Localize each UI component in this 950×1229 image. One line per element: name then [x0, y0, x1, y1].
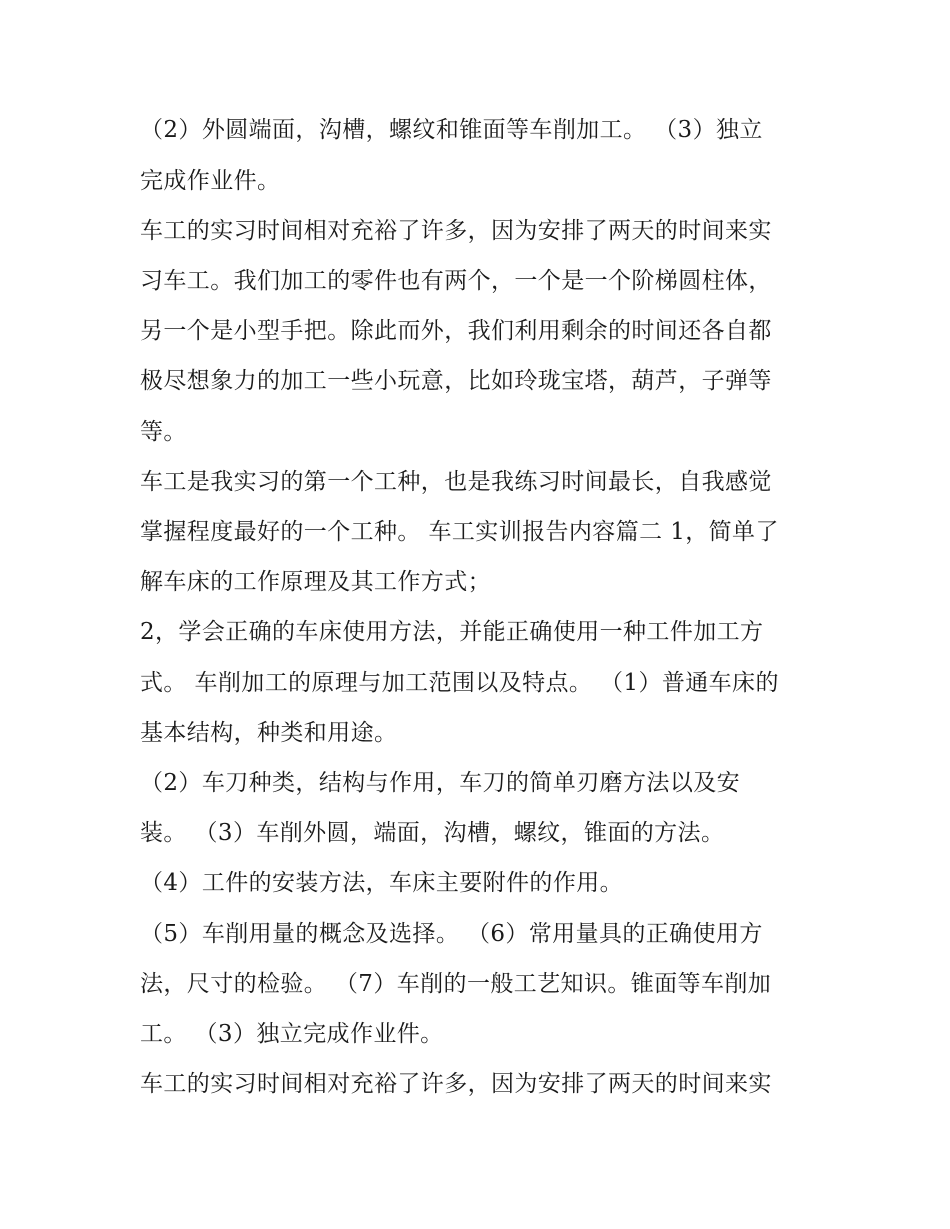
text-line: （2）车刀种类，结构与作用，车刀的简单刃磨方法以及安	[140, 770, 741, 796]
text-line: 完成作业件。	[140, 168, 281, 194]
text-line: 另一个是小型手把。除此而外，我们利用剩余的时间还各自都	[140, 318, 772, 344]
text-line: （4）工件的安装方法，车床主要附件的作用。	[140, 870, 624, 896]
text-line: 基本结构，种类和用途。	[140, 720, 398, 746]
text-line: （2）外圆端面，沟槽，螺纹和锥面等车削加工。 （3）独立	[140, 117, 763, 143]
text-line: 车工的实习时间相对充裕了许多，因为安排了两天的时间来实	[140, 218, 772, 244]
text-line: 车工是我实习的第一个工种，也是我练习时间最长，自我感觉	[140, 469, 772, 495]
text-line: 极尽想象力的加工一些小玩意，比如玲珑宝塔，葫芦，子弹等	[140, 368, 772, 394]
text-line: 解车床的工作原理及其工作方式；	[140, 569, 491, 595]
text-line: 车工的实习时间相对充裕了许多，因为安排了两天的时间来实	[140, 1071, 772, 1097]
text-line: 等。	[140, 419, 187, 445]
text-line: 习车工。我们加工的零件也有两个，一个是一个阶梯圆柱体，	[140, 268, 772, 294]
text-line: （5）车削用量的概念及选择。 （6）常用量具的正确使用方	[140, 921, 763, 947]
text-line: 装。 （3）车削外圆，端面，沟槽，螺纹，锥面的方法。	[140, 820, 725, 846]
text-line: 工。 （3）独立完成作业件。	[140, 1021, 444, 1047]
text-line: 式。 车削加工的原理与加工范围以及特点。 （1）普通车床的	[140, 670, 779, 696]
text-line: 法，尺寸的检验。 （7）车削的一般工艺知识。锥面等车削加	[140, 971, 772, 997]
text-line: 掌握程度最好的一个工种。 车工实训报告内容篇二 1，简单了	[140, 519, 779, 545]
text-line: 2，学会正确的车床使用方法，并能正确使用一种工件加工方	[140, 619, 764, 645]
